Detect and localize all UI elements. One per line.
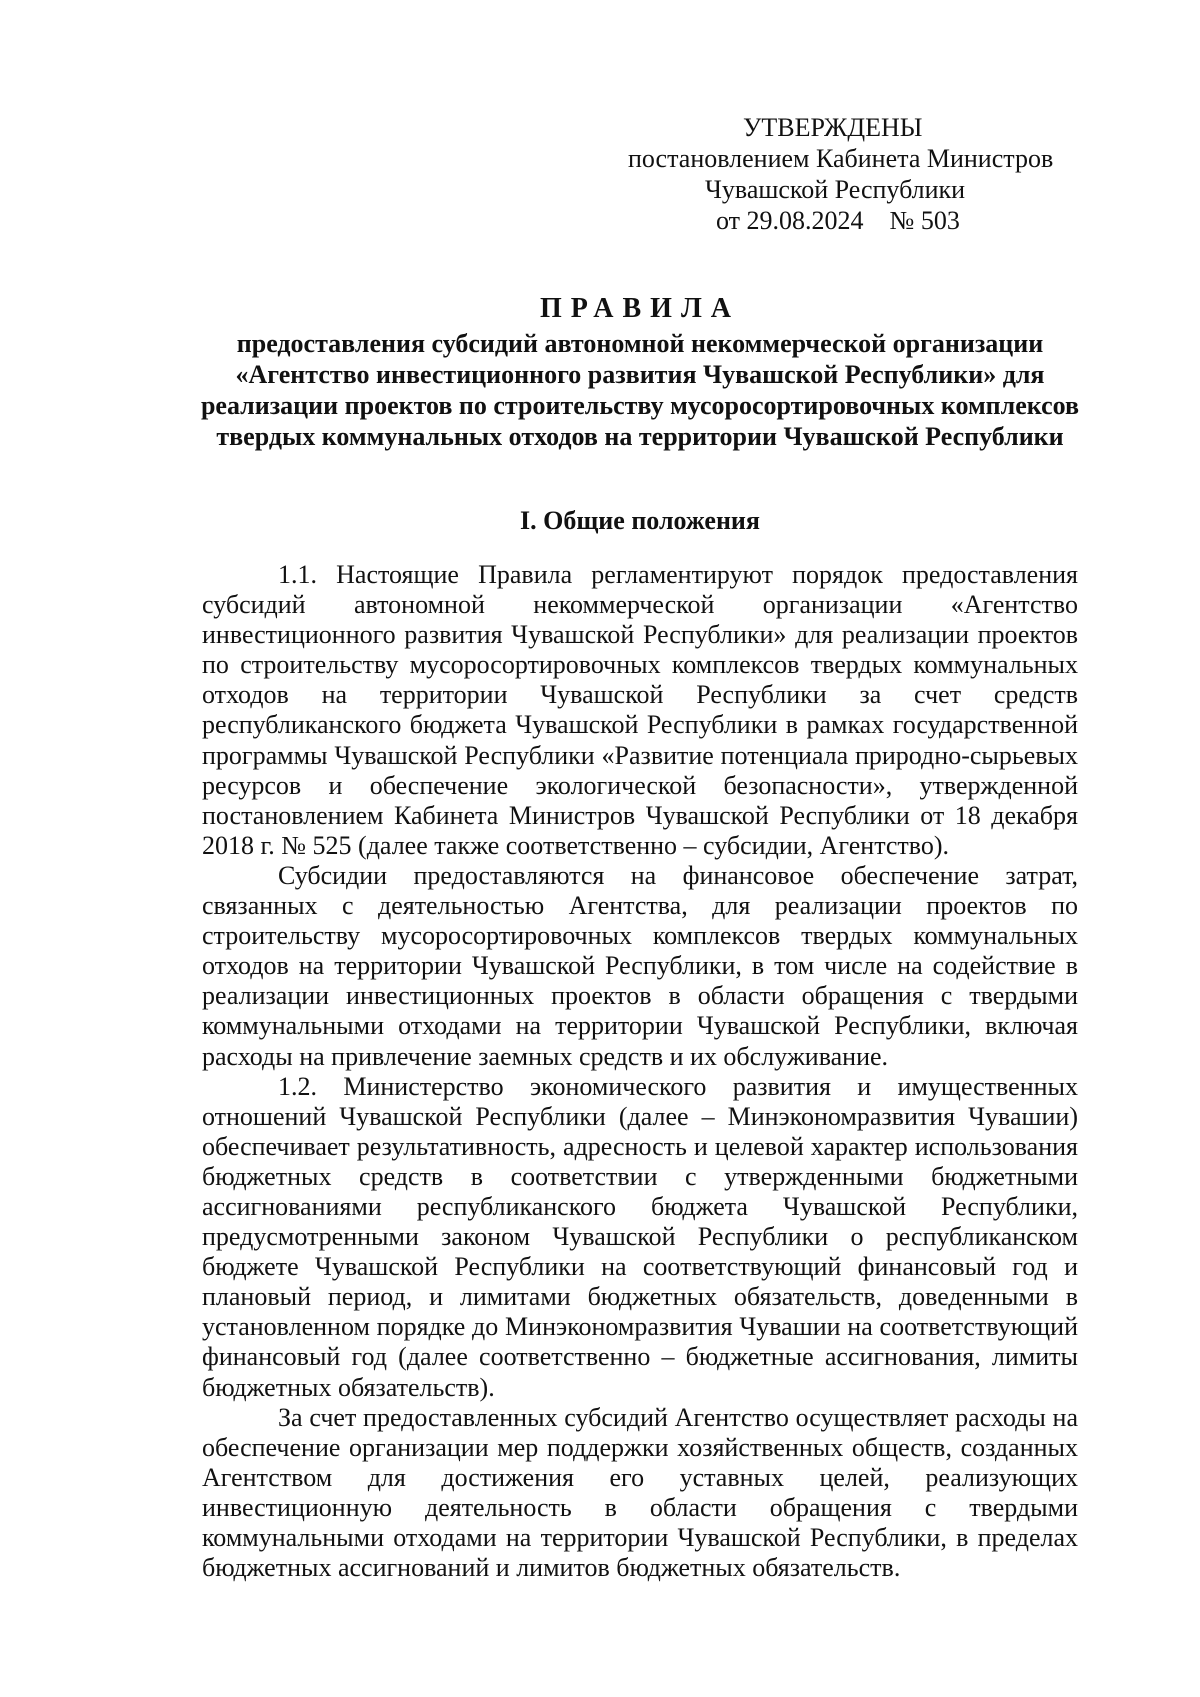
document-title: ПРАВИЛА xyxy=(539,293,741,324)
document-subtitle: предоставления субсидий автономной некоммерческой организации «Агентство инвестиционного развития Чувашской Республики» для реализации проектов по строительству мусоросортировочных комплексов твердых коммунальных отходов на территории Чувашской Республики xyxy=(200,329,1080,451)
paragraph-subsidies-purpose: Субсидии предоставляются на финансовое обеспечение затрат, связанных с деятельностью Агентства, для реализации проектов по строительству мусоросортировочных комплексов твердых коммунальных отходов на территории Чувашской Республики, в том числе на содействие в реализации инвестиционных проектов в области обращения с твердыми коммунальными отходами на территории Чувашской Республики, включая расходы на привлечение заемных средств и их обслуживание. xyxy=(202,860,1078,1071)
document-title-block xyxy=(200,292,1080,452)
paragraph-1-2: 1.2. Министерство экономического развития и имущественных отношений Чувашской Республики (далее – Минэкономразвития Чувашии) обеспечивает результативность, адресность и целевой характер использования бюджетных средств в соответствии с утвержденными бюджетными ассигнованиями республиканского бюджета Чувашской Республики, предусмотренными законом Чувашской Республики о республиканском бюджете Чувашской Республики на соответствующий финансовый год и плановый период, и лимитами бюджетных обязательств, доведенными в установленном порядке до Минэкономразвития Чувашии на соответствующий финансовый год (далее соответственно – бюджетные ассигнования, лимиты бюджетных обязательств). xyxy=(202,1071,1078,1402)
approval-date-number: от 29.08.2024 № 503 xyxy=(716,206,960,235)
paragraph-1-1: 1.1. Настоящие Правила регламентируют порядок предоставления субсидий автономной некоммерческой организации «Агентство инвестиционного развития Чувашской Республики» для реализации проектов по строительству мусоросортировочных комплексов твердых коммунальных отходов на территории Чувашской Республики за счет средств республиканского бюджета Чувашской Республики в рамках государственной программы Чувашской Республики «Развитие потенциала природно-сырьевых ресурсов и обеспечение экологической безопасности», утвержденной постановлением Кабинета Министров Чувашской Республики от 18 декабря 2018 г. № 525 (далее также соответственно – субсидии, Агентство). xyxy=(202,560,1078,860)
approval-resolution: постановлением Кабинета Министров xyxy=(628,144,1054,173)
section-heading: I. Общие положения xyxy=(520,506,760,535)
approval-approved: УТВЕРЖДЕНЫ xyxy=(743,113,923,142)
approval-republic: Чувашской Республики xyxy=(705,175,966,204)
document-body xyxy=(202,560,1078,1583)
paragraph-expenses: За счет предоставленных субсидий Агентство осуществляет расходы на обеспечение организации мер поддержки хозяйственных обществ, созданных Агентством для достижения его уставных целей, реализующих инвестиционную деятельность в области обращения с твердыми коммунальными отходами на территории Чувашской Республики, в пределах бюджетных ассигнований и лимитов бюджетных обязательств. xyxy=(202,1402,1078,1583)
